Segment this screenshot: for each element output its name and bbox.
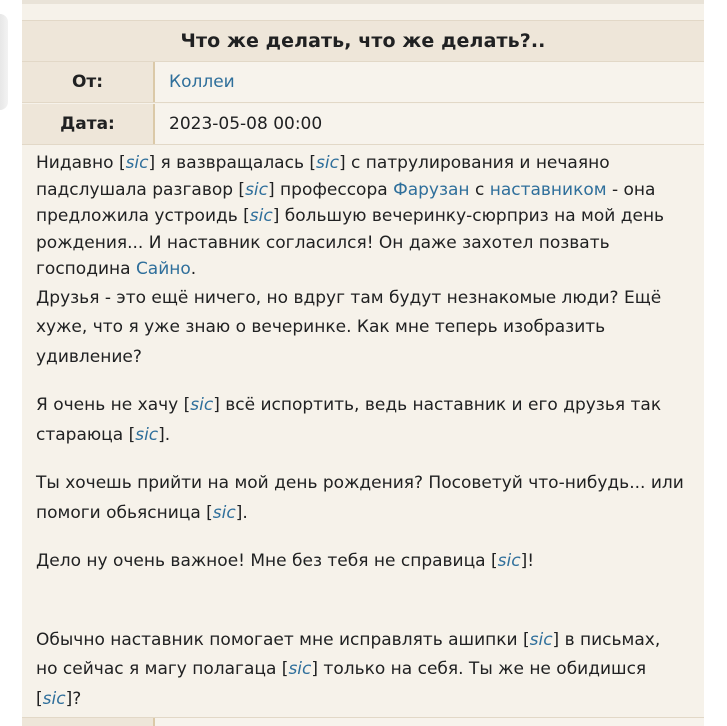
text: ]. [158, 424, 171, 445]
sic-link[interactable]: sic [288, 659, 312, 679]
text: с [469, 179, 490, 200]
text: Обычно наставник помогает мне исправлять ашипки [ [36, 629, 530, 650]
text: ] с патрулирования и нечаяно падслушала разгавор [ [36, 153, 610, 200]
paragraph-5 [36, 547, 686, 577]
text: Я очень не хачу [ [36, 395, 191, 415]
text: ]? [65, 688, 82, 709]
sic-link[interactable]: sic [497, 551, 521, 571]
text: Ты хочешь прийти на мой день рождения? Посоветуй что-нибудь... или помоги обьясница [ [36, 473, 684, 523]
sic-link[interactable]: sic [316, 153, 339, 173]
text: - она предложила устроидь [ [36, 179, 656, 226]
letter-body [36, 150, 686, 714]
sic-link[interactable]: sic [190, 395, 214, 415]
text: ]! [520, 551, 535, 571]
sic-link[interactable]: sic [212, 502, 236, 523]
sic-link[interactable]: sic [135, 424, 159, 445]
top-border [22, 0, 704, 4]
left-edge-decoration [0, 14, 8, 110]
date-label: Дата: [22, 104, 155, 144]
text: ] только на себя. Ты же не обидишся [ [36, 659, 647, 709]
sic-link[interactable]: sic [125, 153, 149, 173]
sic-link[interactable]: sic [249, 206, 273, 226]
faruzan-link[interactable]: Фарузан [393, 179, 470, 200]
text: ] большую вечеринку-сюрприз на мой день рождения... И наставник согласился! Он даже захотел позвать господина [36, 206, 665, 279]
sender-link[interactable]: Коллеи [169, 72, 235, 92]
from-value-cell [155, 62, 704, 102]
sic-link[interactable]: sic [42, 688, 66, 709]
paragraph-2: Друзья - это ещё ничего, но вдруг там будут незнакомые люди? Ещё хуже, что я уже знаю о вечеринке. Как мне теперь изобразить удивление? [36, 287, 662, 367]
paragraph-6 [36, 626, 686, 715]
mentor-link[interactable]: наставником [489, 179, 607, 200]
sic-link[interactable]: sic [529, 629, 553, 650]
cyno-link[interactable]: Сайно [135, 259, 191, 279]
letter-title: Что же делать, что же делать?.. [180, 30, 546, 52]
date-row [22, 104, 704, 145]
from-row [22, 62, 704, 103]
text: Нидавно [ [36, 153, 126, 173]
paragraph-3 [36, 391, 686, 450]
letter-title-row [22, 20, 704, 62]
sic-link[interactable]: sic [245, 179, 269, 200]
text: ] всё испортить, ведь наставник и его друзья так стараюца [ [36, 395, 662, 445]
text: ]. [235, 502, 248, 523]
date-value: 2023-05-08 00:00 [155, 104, 704, 144]
text: ] я вазвращалась [ [148, 153, 317, 173]
from-label: От: [22, 62, 155, 102]
text: ] в письмах, но сейчас я магу полагаца [ [36, 629, 661, 679]
text: . [190, 259, 197, 279]
text: Дело ну очень важное! Мне без тебя не справица [ [36, 551, 498, 571]
text: ] профессора [268, 179, 394, 200]
paragraph-1 [36, 150, 686, 283]
paragraph-4 [36, 469, 686, 528]
